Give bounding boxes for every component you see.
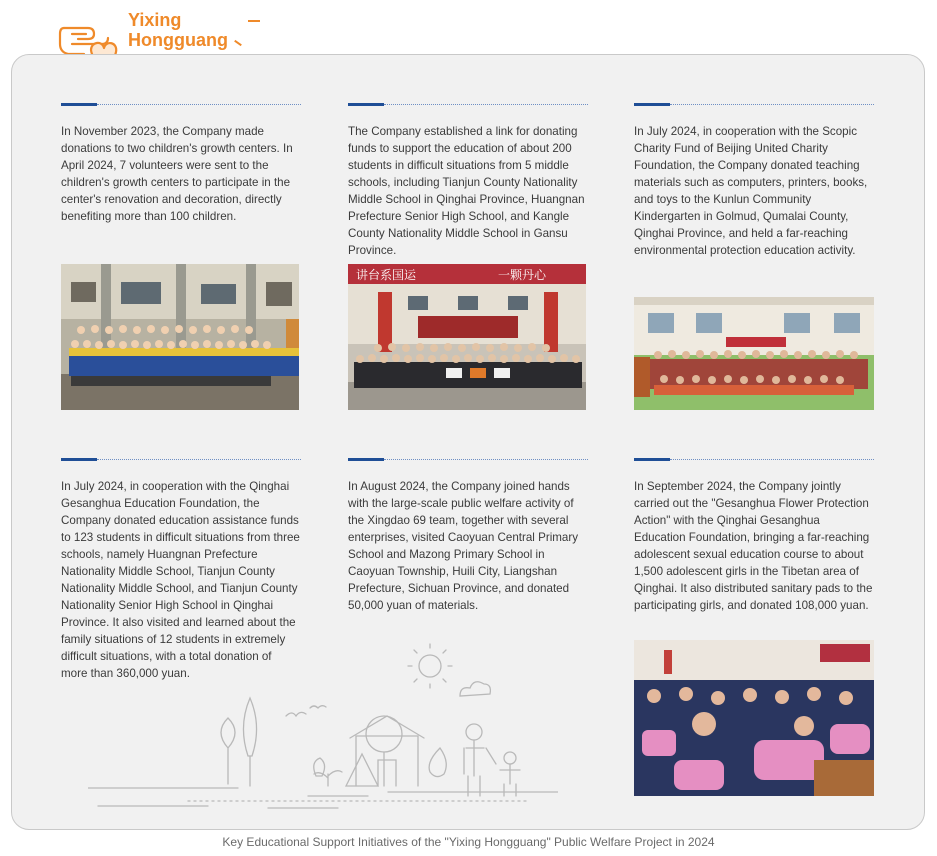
initiative-block-5 [348, 458, 588, 614]
figure-caption: Key Educational Support Initiatives of the "Yixing Hongguang" Public Welfare Project in 2024 [222, 835, 715, 849]
initiative-text-3: In July 2024, in cooperation with the Scopic Charity Fund of Beijing United Charity Foundation, the Company donated teaching materials such as computers, printers, books, and toys to the Kunlun Community Kindergarten in Golmud, Qumalai County, Qinghai Province, and held a far-reaching environmental protection education activity. [634, 125, 868, 257]
section-rule [61, 103, 301, 107]
banner-right-text: 一颗丹心 [498, 268, 547, 282]
logo-accent-dash [248, 20, 260, 22]
initiative-block-3 [634, 103, 874, 259]
decorative-landscape-illustration [88, 636, 558, 816]
initiative-text-5: In August 2024, the Company joined hands with the large-scale public welfare activity of the Xingdao 69 team, together with several enterprises, visited Caoyuan Central Primary School and Mazong Primary School in Caoyuan Township, Huili City, Liangshan Prefecture, Sichuan Province, and donated 50,000 yuan of materials. [348, 480, 579, 612]
logo-accent-dash [234, 40, 242, 46]
logo-line-2: Hongguang [128, 30, 228, 50]
logo-line-1: Yixing [128, 10, 182, 30]
initiative-block-6 [634, 458, 874, 614]
section-rule [348, 103, 588, 107]
initiative-text-1: In November 2023, the Company made donations to two children's growth centers. In April 2024, 7 volunteers were sent to the children's growth centers to participate in the center's renovation and decoration, directly benefiting more than 100 children. [61, 125, 293, 223]
photo-children-center [61, 264, 299, 410]
section-rule [348, 458, 588, 462]
photo-girls-classroom [634, 640, 874, 796]
photo-kindergarten [634, 297, 874, 410]
banner-left-text: 讲台系国运 [356, 268, 417, 282]
initiative-block-2 [348, 103, 588, 259]
section-rule [61, 458, 301, 462]
initiative-text-4: In July 2024, in cooperation with the Qinghai Gesanghua Education Foundation, the Company donated education assistance funds to 123 students in difficult situations from three schools, namely Huangnan Prefecture Nationality Middle School, Tianjun County Nationality Middle School, and Tianjun County Nationality Senior High School in Qinghai Province. It also visited and learned about the family situations of 12 students in extremely difficult situations, with a total donation of more than 360,000 yuan. [61, 480, 300, 680]
initiative-text-2: The Company established a link for donating funds to support the education of about 200 students in difficult situations from 5 middle schools, including Tianjun County Nationality Middle School in Qinghai Province, Huangnan Prefecture Senior High School, and Kangle County Nationality Middle School in Gansu Province. [348, 125, 585, 257]
initiative-block-1 [61, 103, 301, 225]
initiative-text-6: In September 2024, the Company jointly carried out the "Gesanghua Flower Protection Action" with the Qinghai Gesanghua Education Foundation, bringing a far-reaching adolescent sexual education course to about 1,500 adolescent girls in the Tibetan area of Qinghai. It also distributed sanitary pads to the participating girls, and donated 108,000 yuan. [634, 480, 873, 612]
section-rule [634, 458, 874, 462]
logo-wordmark [128, 10, 228, 50]
photo-school-donation [348, 264, 586, 410]
section-rule [634, 103, 874, 107]
